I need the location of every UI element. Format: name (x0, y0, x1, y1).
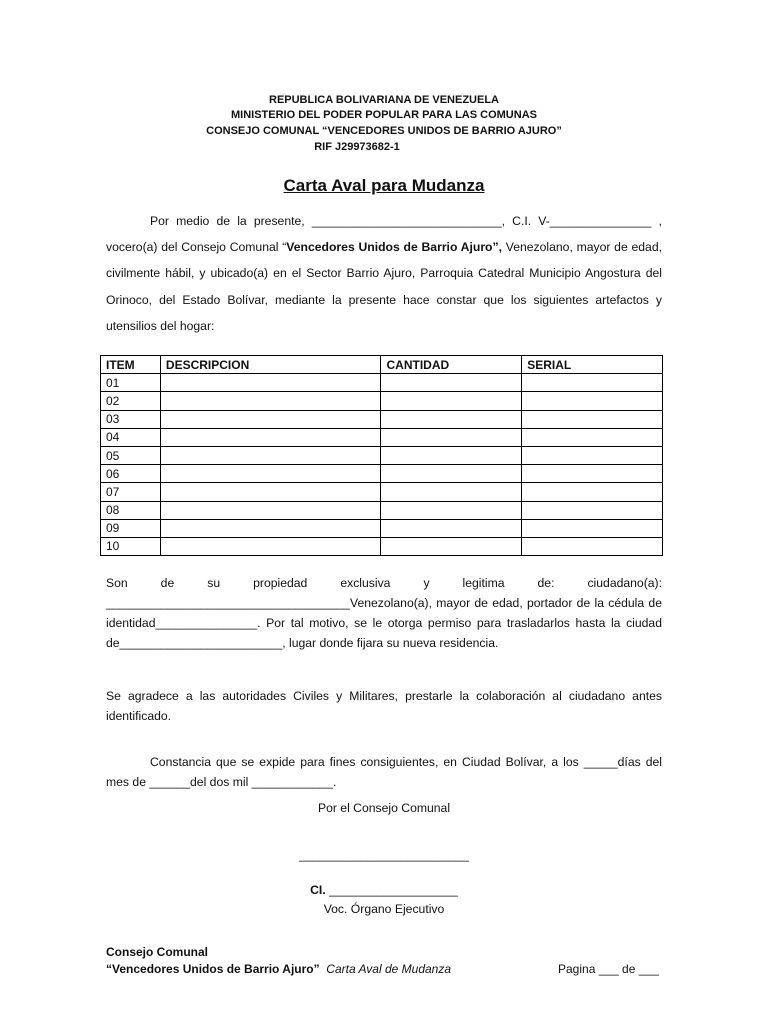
footer-org-name: “Vencedores Unidos de Barrio Ajuro” (106, 962, 320, 976)
cell-cantidad[interactable] (381, 537, 522, 555)
cell-descripcion[interactable] (160, 428, 381, 446)
item-number: 03 (101, 410, 161, 428)
item-number: 06 (101, 465, 161, 483)
items-table (100, 355, 663, 556)
item-number: 01 (101, 374, 161, 392)
cell-cantidad[interactable] (381, 446, 522, 464)
cell-descripcion[interactable] (160, 410, 381, 428)
table-row (101, 446, 663, 464)
cell-cantidad[interactable] (381, 392, 522, 410)
header-ministry: MINISTERIO DEL PODER POPULAR PARA LAS COMUNAS (231, 109, 537, 121)
table-row (101, 428, 663, 446)
cell-cantidad[interactable] (381, 410, 522, 428)
header-serial: SERIAL (522, 356, 663, 374)
cell-descripcion[interactable] (160, 483, 381, 501)
footer-org-line2 (106, 962, 451, 976)
item-number: 04 (101, 428, 161, 446)
cell-descripcion[interactable] (160, 465, 381, 483)
cell-serial[interactable] (522, 446, 663, 464)
cell-cantidad[interactable] (381, 374, 522, 392)
table-row (101, 410, 663, 428)
intro-paragraph (106, 208, 662, 339)
cell-cantidad[interactable] (381, 501, 522, 519)
table-row (101, 519, 663, 537)
cell-cantidad[interactable] (381, 428, 522, 446)
header-council: CONSEJO COMUNAL “VENCEDORES UNIDOS DE BARRIO AJURO” (206, 125, 562, 137)
table-row (101, 392, 663, 410)
signature-line[interactable]: _________________________ (299, 848, 469, 862)
cell-serial[interactable] (522, 537, 663, 555)
constancia-text: Constancia que se expide para fines consiguientes, en Ciudad Bolívar, a los _____días del mes de ______del dos mil ____________. (106, 755, 662, 789)
cell-serial[interactable] (522, 483, 663, 501)
cell-cantidad[interactable] (381, 465, 522, 483)
cell-serial[interactable] (522, 392, 663, 410)
header-rif: RIF J29973682-1 (314, 141, 400, 153)
item-number: 02 (101, 392, 161, 410)
cell-serial[interactable] (522, 465, 663, 483)
cell-descripcion[interactable] (160, 446, 381, 464)
footer-org-line1: Consejo Comunal (106, 945, 209, 959)
table-row (101, 501, 663, 519)
item-number: 08 (101, 501, 161, 519)
table-row (101, 537, 663, 555)
ownership-text: Son de su propiedad exclusiva y legitima de: ciudadano(a): ____________________________________Venezolano(a), mayor de edad, portador de la cédula de identidad_______________. Por tal motivo, se le otorga permiso para trasladarlos hasta la ciudad de________________________, lugar donde fijara su nueva residencia. (106, 576, 662, 650)
header-descripcion: DESCRIPCION (160, 356, 381, 374)
header-item: ITEM (101, 356, 161, 374)
intro-council-name: Vencedores Unidos de Barrio Ajuro”, (286, 240, 502, 255)
cell-serial[interactable] (522, 410, 663, 428)
cell-serial[interactable] (522, 501, 663, 519)
table-row (101, 374, 663, 392)
header-cantidad: CANTIDAD (381, 356, 522, 374)
header-republic: REPUBLICA BOLIVARIANA DE VENEZUELA (269, 94, 499, 106)
ci-line[interactable]: ___________________ (325, 883, 458, 897)
cell-descripcion[interactable] (160, 374, 381, 392)
cell-serial[interactable] (522, 428, 663, 446)
table-row (101, 465, 663, 483)
footer-page-number: Pagina ___ de ___ (558, 962, 659, 976)
cell-serial[interactable] (522, 519, 663, 537)
signature-by: Por el Consejo Comunal (317, 801, 451, 815)
item-number: 07 (101, 483, 161, 501)
item-number: 05 (101, 446, 161, 464)
cell-descripcion[interactable] (160, 501, 381, 519)
document-title: Carta Aval para Mudanza (283, 176, 485, 195)
footer-doc-title: Carta Aval de Mudanza (326, 962, 452, 976)
table-row (101, 483, 663, 501)
request-text: Se agradece a las autoridades Civiles y Militares, prestarle la colaboración al ciudadano antes identificado. (106, 689, 662, 723)
cell-serial[interactable] (522, 374, 663, 392)
signature-role: Voc. Órgano Ejecutivo (323, 902, 445, 916)
item-number: 10 (101, 537, 161, 555)
cell-descripcion[interactable] (160, 537, 381, 555)
signature-ci (0, 883, 768, 897)
ownership-paragraph (106, 573, 662, 653)
cell-cantidad[interactable] (381, 483, 522, 501)
table-header-row (101, 356, 663, 374)
intro-text-2: Venezolano, mayor de edad, civilmente hábil, y ubicado(a) en el Sector Barrio Ajuro, Parroquia Catedral Municipio Angostura del Orinoco, del Estado Bolívar, mediante la presente hace constar que los siguientes artefactos y utensilios del hogar: (106, 240, 662, 333)
item-number: 09 (101, 519, 161, 537)
request-paragraph (106, 686, 662, 726)
cell-descripcion[interactable] (160, 519, 381, 537)
cell-cantidad[interactable] (381, 519, 522, 537)
intro-text-1: Por medio de la presente, ____________________________, C.I. V-_______________ , vocero(a) del Consejo Comunal “ (106, 214, 662, 255)
ci-label: CI. (310, 883, 326, 897)
cell-descripcion[interactable] (160, 392, 381, 410)
constancia-paragraph (106, 752, 662, 792)
